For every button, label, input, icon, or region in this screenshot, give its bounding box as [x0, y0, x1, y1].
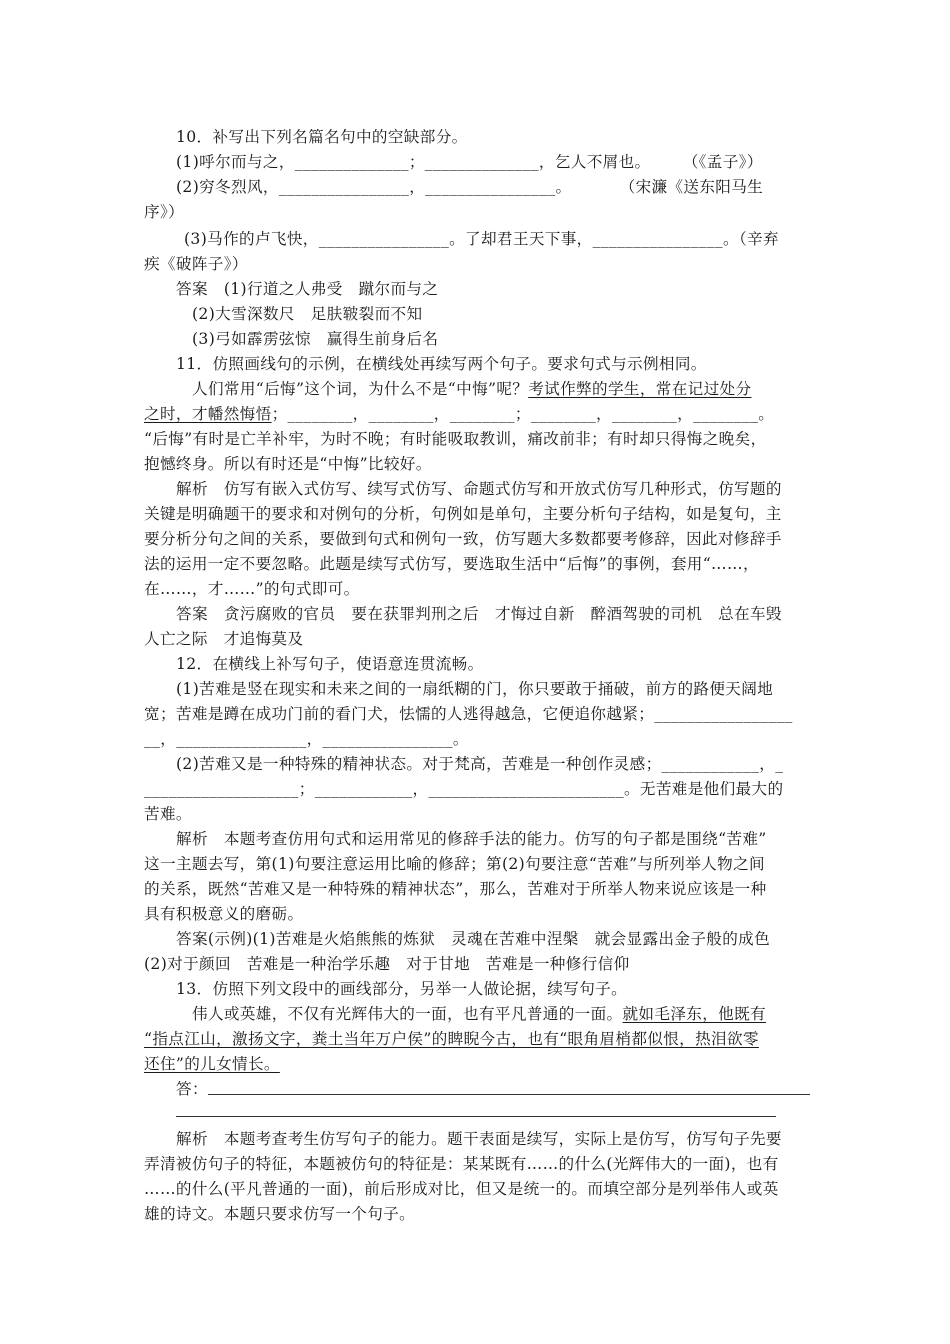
q11-analysis: 解析 仿写有嵌入式仿写、续写式仿写、命题式仿写和开放式仿写几种形式，仿写题的 — [176, 480, 782, 498]
q11-passage-line: “后悔”有时是亡羊补牢，为时不晚；有时能吸取教训，痛改前非；有时却只得悔之晚矣， — [144, 430, 767, 448]
q12-analysis-line: 这一主题去写，第(1)句要注意运用比喻的修辞；第(2)句要注意“苦难”与所列举人物之间 — [144, 855, 765, 873]
q12-item-2-line: 苦难。 — [144, 805, 192, 823]
q12-title: 12．在横线上补写句子，使语意连贯流畅。 — [176, 655, 484, 673]
q13-analysis-line: ……的什么(平凡普通的一面)，前后形成对比，但又是统一的。而填空部分是列举伟人或英 — [144, 1180, 779, 1198]
q13-answer-line — [208, 1094, 810, 1095]
q13-passage-line — [144, 1051, 812, 1077]
q11-underlined-example: 之时，才幡然悔悟 — [144, 405, 272, 423]
q10-title: 10．补写出下列名篇名句中的空缺部分。 — [176, 128, 468, 146]
q13-answer-label: 答： — [176, 1080, 208, 1098]
q12-item-2: (2)苦难又是一种特殊的精神状态。对于梵高，苦难是一种创作灵感；____________，_ — [176, 755, 784, 773]
q12-item-1-line: 宽；苦难是蹲在成功门前的看门犬，怯懦的人逃得越急，它便追你越紧；_________________ — [144, 705, 793, 723]
q11-blanks: ；________，________，________；________，________，________。 — [271, 405, 775, 423]
q12-answer-cont: (2)对于颜回 苦难是一种治学乐趣 对于甘地 苦难是一种修行信仰 — [144, 955, 630, 973]
q13-underlined-example: 就如毛泽东，他既有 — [622, 1005, 766, 1023]
q10-item-2: (2)穷冬烈风，________________，________________。 （宋濂《送东阳马生 — [176, 178, 764, 196]
q13-answer-blank-row — [176, 1101, 812, 1127]
q13-underlined-example: 还住”的儿女情长。 — [144, 1055, 280, 1073]
q11-analysis-line: 在……，才……”的句式即可。 — [144, 580, 360, 598]
q12-item-1: (1)苦难是竖在现实和未来之间的一扇纸糊的门，你只要敢于捅破，前方的路便天阔地 — [176, 680, 774, 698]
q11-answer-cont: 人亡之际 才追悔莫及 — [144, 630, 304, 648]
q10-item-3-cont: 疾《破阵子》） — [144, 255, 248, 273]
q12-analysis-line: 的关系，既然“苦难又是一种特殊的精神状态”，那么，苦难对于所举人物来说应该是一种 — [144, 880, 767, 898]
q11-answer: 答案 贪污腐败的官员 要在获罪判刑之后 才悔过自新 醉酒驾驶的司机 总在车毁 — [176, 605, 782, 623]
q12-item-2-line: ___________________；____________，________________________。无苦难是他们最大的 — [144, 780, 784, 798]
q10-answer: 答案 (1)行道之人弗受 蹴尔而与之 — [176, 280, 439, 298]
q13-passage-line: 伟人或英雄，不仅有光辉伟大的一面，也有平凡普通的一面。就如毛泽东，他既有 — [192, 1005, 766, 1023]
q13-analysis-line: 弄清被仿句子的特征，本题被仿句的特征是：某某既有……的什么(光辉伟大的一面)，也有 — [144, 1155, 779, 1173]
q10-item-3: (3)马作的卢飞快，________________。了却君王天下事，________________。（辛弃 — [184, 230, 779, 248]
q11-passage-line: 抱憾终身。所以有时还是“中悔”比较好。 — [144, 455, 432, 473]
q12-item-1-line: __，________________，________________。 — [144, 730, 469, 748]
q13-analysis-line: 雄的诗文。本题只要求仿写一个句子。 — [144, 1205, 416, 1223]
q12-answer: 答案(示例)(1)苦难是火焰熊熊的炼狱 灵魂在苦难中涅槃 就会显露出金子般的成色 — [176, 930, 771, 948]
q10-answer-3: (3)弓如霹雳弦惊 赢得生前身后名 — [192, 330, 439, 348]
q11-title: 11．仿照画线句的示例，在横线处再续写两个句子。要求句式与示例相同。 — [176, 355, 707, 373]
q11-passage-line — [144, 401, 812, 427]
q11-analysis-line: 要分析分句之间的关系，要做到句式和例句一致，仿写题大多数都要考修辞，因此对修辞手 — [144, 530, 782, 548]
q11-analysis-line: 法的运用一定不要忽略。此题是续写式仿写，要选取生活中“后悔”的事例，套用“……， — [144, 555, 759, 573]
q10-item-2-cont: 序》） — [144, 203, 185, 221]
q13-title: 13．仿照下列文段中的画线部分，另举一人做论据，续写句子。 — [176, 980, 628, 998]
q13-analysis: 解析 本题考查考生仿写句子的能力。题干表面是续写，实际上是仿写，仿写句子先要 — [176, 1130, 782, 1148]
q10-answer-2: (2)大雪深数尺 足肤皲裂而不知 — [192, 305, 423, 323]
q11-passage-line: 人们常用“后悔”这个词，为什么不是“中悔”呢？考试作弊的学生，常在记过处分 — [192, 380, 752, 398]
q13-underlined-example: “指点江山，激扬文字，粪土当年万户侯”的睥睨今古，也有“眼角眉梢都似恨，热泪欲零 — [144, 1030, 759, 1048]
q12-analysis-line: 具有积极意义的磨砺。 — [144, 905, 304, 923]
q12-analysis: 解析 本题考查仿用句式和运用常见的修辞手法的能力。仿写的句子都是围绕“苦难” — [176, 830, 767, 848]
q11-analysis-line: 关键是明确题干的要求和对例句的分析，句例如是单句，主要分析句子结构，如是复句，主 — [144, 505, 782, 523]
q10-item-1: (1)呼尔而与之，______________；______________，乞人不屑也。 （《孟子》） — [176, 153, 763, 171]
q11-underlined-example: 考试作弊的学生，常在记过处分 — [528, 380, 752, 398]
q13-answer-line-2 — [176, 1116, 776, 1117]
q13-passage-line — [144, 1026, 812, 1052]
